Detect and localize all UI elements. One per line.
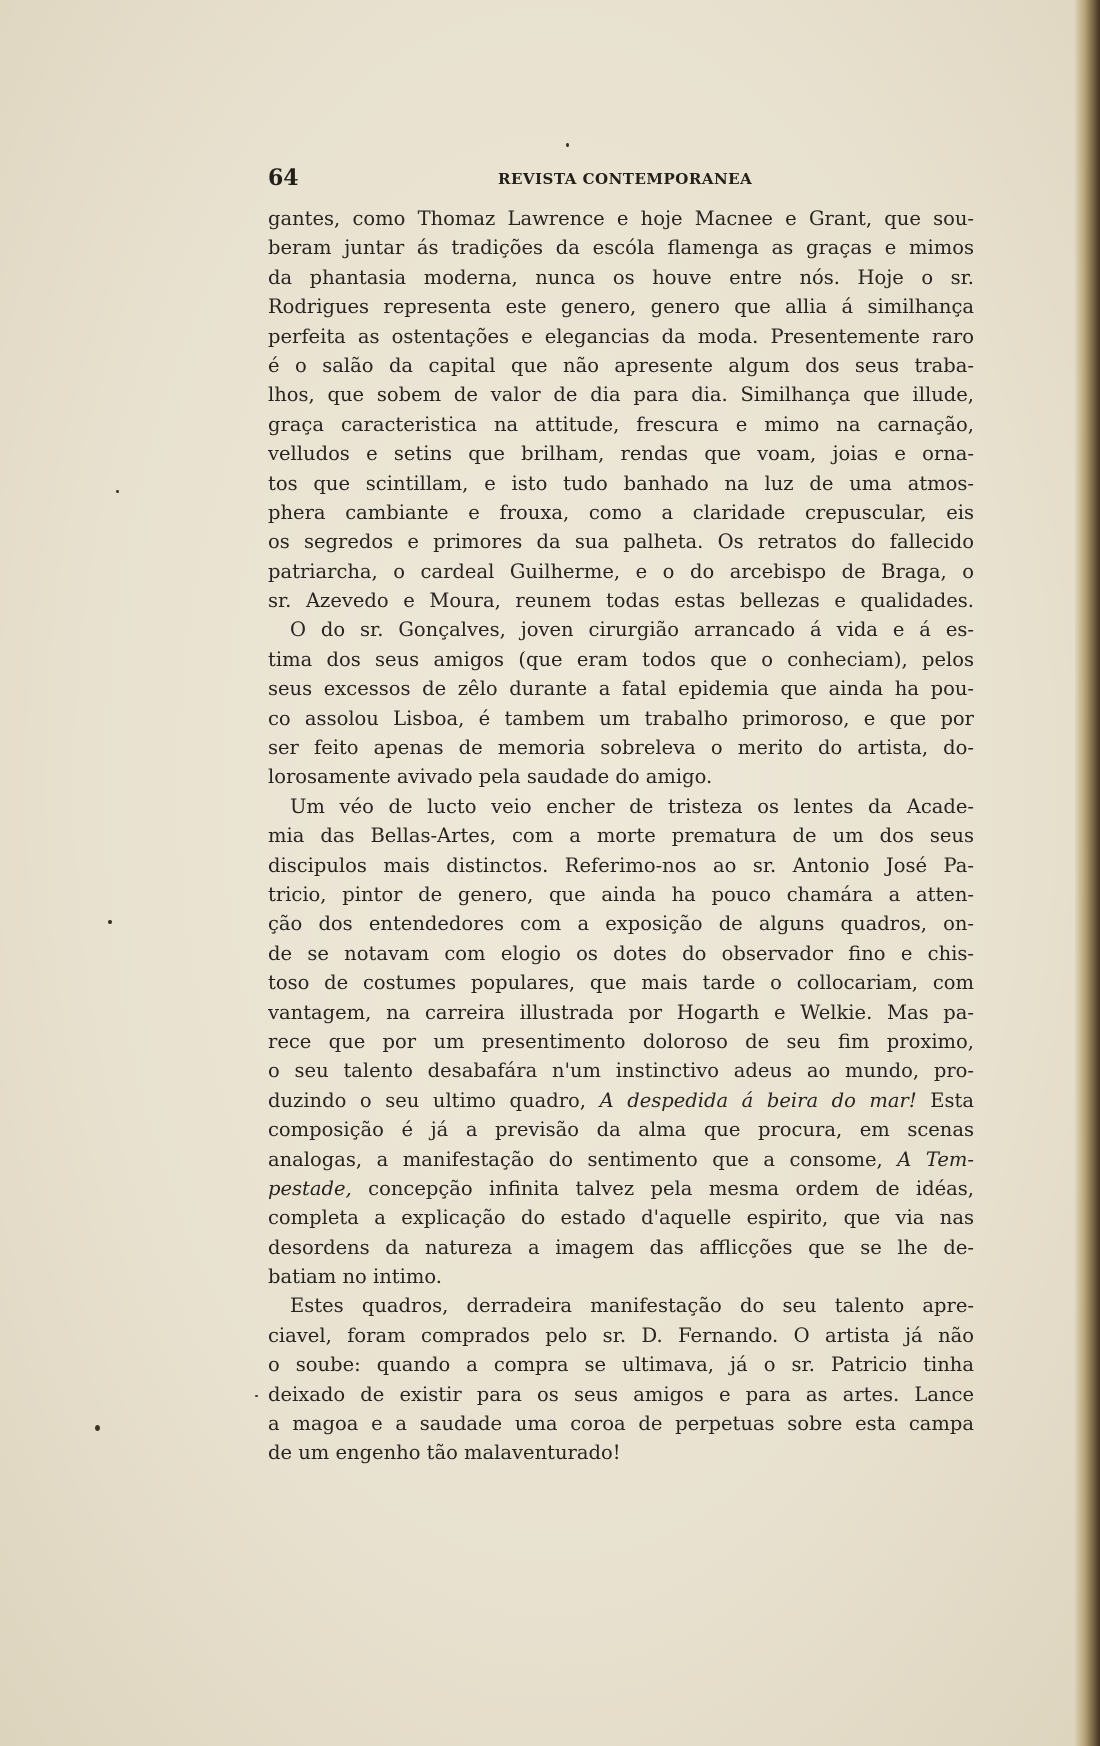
artwork-title-tempestade-part2: pestade, [268,1176,352,1200]
text-line: a magoa e a saudade uma coroa de perpetuas sobre esta campa [268,1412,974,1436]
text-line: ção dos entendedores com a exposição de alguns quadros, on- [268,912,974,936]
text-line: patriarcha, o cardeal Guilherme, e o do arcebispo de Braga, o [268,559,974,583]
text-line: gantes, como Thomaz Lawrence e hoje Macnee e Grant, que sou- [268,207,974,230]
paper-speck [116,490,119,493]
body-text [268,204,974,1468]
paragraph-1 [268,204,974,615]
text-line: perfeita as ostentações e elegancias da moda. Presentemente raro [268,324,974,348]
text-line: mia das Bellas-Artes, com a morte prematura de um dos seus [268,824,974,848]
text-segment: Esta [930,1088,975,1112]
text-line: graça caracteristica na attitude, frescura e mimo na carnação, [268,412,974,436]
text-line: o seu talento desabafára n'um instinctivo adeus ao mundo, pro- [268,1059,974,1083]
page-number: 64 [268,165,299,191]
text-line: Um véo de lucto veio encher de tristeza os lentes da Acade- [290,794,974,818]
text-line: Rodrigues representa este genero, genero que allia á similhança [268,295,974,319]
text-line: desordens da natureza a imagem das afflicções que se lhe de- [268,1235,974,1259]
text-line: vantagem, na carreira illustrada por Hogarth e Welkie. Mas pa- [268,1000,974,1024]
text-line: completa a explicação do estado d'aquelle espirito, que via nas [268,1206,974,1230]
text-line: batiam no intimo. [268,1265,442,1289]
text-segment: duzindo o seu ultimo quadro, [268,1088,586,1112]
text-line: sr. Azevedo e Moura, reunem todas estas bellezas e qualidades. [268,589,974,613]
text-segment: analogas, a manifestação do sentimento que a consome, [268,1147,883,1171]
text-line-with-italic-title [268,1174,974,1203]
text-line: O do sr. Gonçalves, joven cirurgião arrancado á vida e á es- [290,618,974,642]
text-line: tos que scintillam, e isto tudo banhado na luz de uma atmos- [268,471,974,495]
text-line: de um engenho tão malaventurado! [268,1441,621,1465]
paragraph-4 [268,1291,974,1467]
text-line: ser feito apenas de memoria sobreleva o merito do artista, do- [268,736,974,760]
text-line: os segredos e primores da sua palheta. Os retratos do fallecido [268,530,974,554]
text-line-with-italic-title [268,1086,974,1115]
text-line: velludos e setins que brilham, rendas que voam, joias e orna- [268,442,974,466]
paper-speck [108,920,112,924]
text-line-with-italic-title [268,1145,974,1174]
binding-edge-shadow [1074,0,1100,1746]
text-line: lhos, que sobem de valor de dia para dia. Similhança que illude, [268,383,974,407]
text-line: discipulos mais distinctos. Referimo-nos ao sr. Antonio José Pa- [268,853,974,877]
text-line: de se notavam com elogio os dotes do observador fino e chis- [268,941,974,965]
paragraph-3 [268,792,974,1292]
paper-speck [255,1395,258,1397]
paragraph-2 [268,615,974,791]
text-line: lorosamente avivado pela saudade do amigo. [268,765,713,789]
text-line: é o salão da capital que não apresente algum dos seus traba- [268,353,974,377]
text-line: deixado de existir para os seus amigos e para as artes. Lance [268,1382,974,1406]
text-line: composição é já a previsão da alma que procura, em scenas [268,1118,974,1142]
text-line: phera cambiante e frouxa, como a claridade crepuscular, eis [268,500,974,524]
text-line: toso de costumes populares, que mais tarde o collocariam, com [268,971,974,995]
text-line: ciavel, foram comprados pelo sr. D. Fernando. O artista já não [268,1323,974,1347]
text-line: tima dos seus amigos (que eram todos que o conheciam), pelos [268,647,974,671]
text-line: co assolou Lisboa, é tambem um trabalho primoroso, e que por [268,706,974,730]
text-line: seus excessos de zêlo durante a fatal epidemia que ainda ha pou- [268,677,974,701]
running-title: REVISTA CONTEMPORANEA [498,170,753,188]
artwork-title-despedida: A despedida á beira do mar! [599,1088,917,1112]
paper-speck [566,143,569,147]
text-line: rece que por um presentimento doloroso de seu fim proximo, [268,1029,974,1053]
text-line: o soube: quando a compra se ultimava, já o sr. Patricio tinha [268,1353,974,1377]
paper-speck [95,1425,100,1431]
artwork-title-tempestade-part1: A Tem- [897,1147,974,1171]
text-line: beram juntar ás tradições da escóla flamenga as graças e mimos [268,236,974,260]
page-header [268,164,968,192]
text-line: Estes quadros, derradeira manifestação do seu talento apre- [290,1294,974,1318]
text-segment: concepção infinita talvez pela mesma ordem de idéas, [368,1176,975,1200]
text-line: da phantasia moderna, nunca os houve entre nós. Hoje o sr. [268,265,974,289]
text-line: tricio, pintor de genero, que ainda ha pouco chamára a atten- [268,882,974,906]
